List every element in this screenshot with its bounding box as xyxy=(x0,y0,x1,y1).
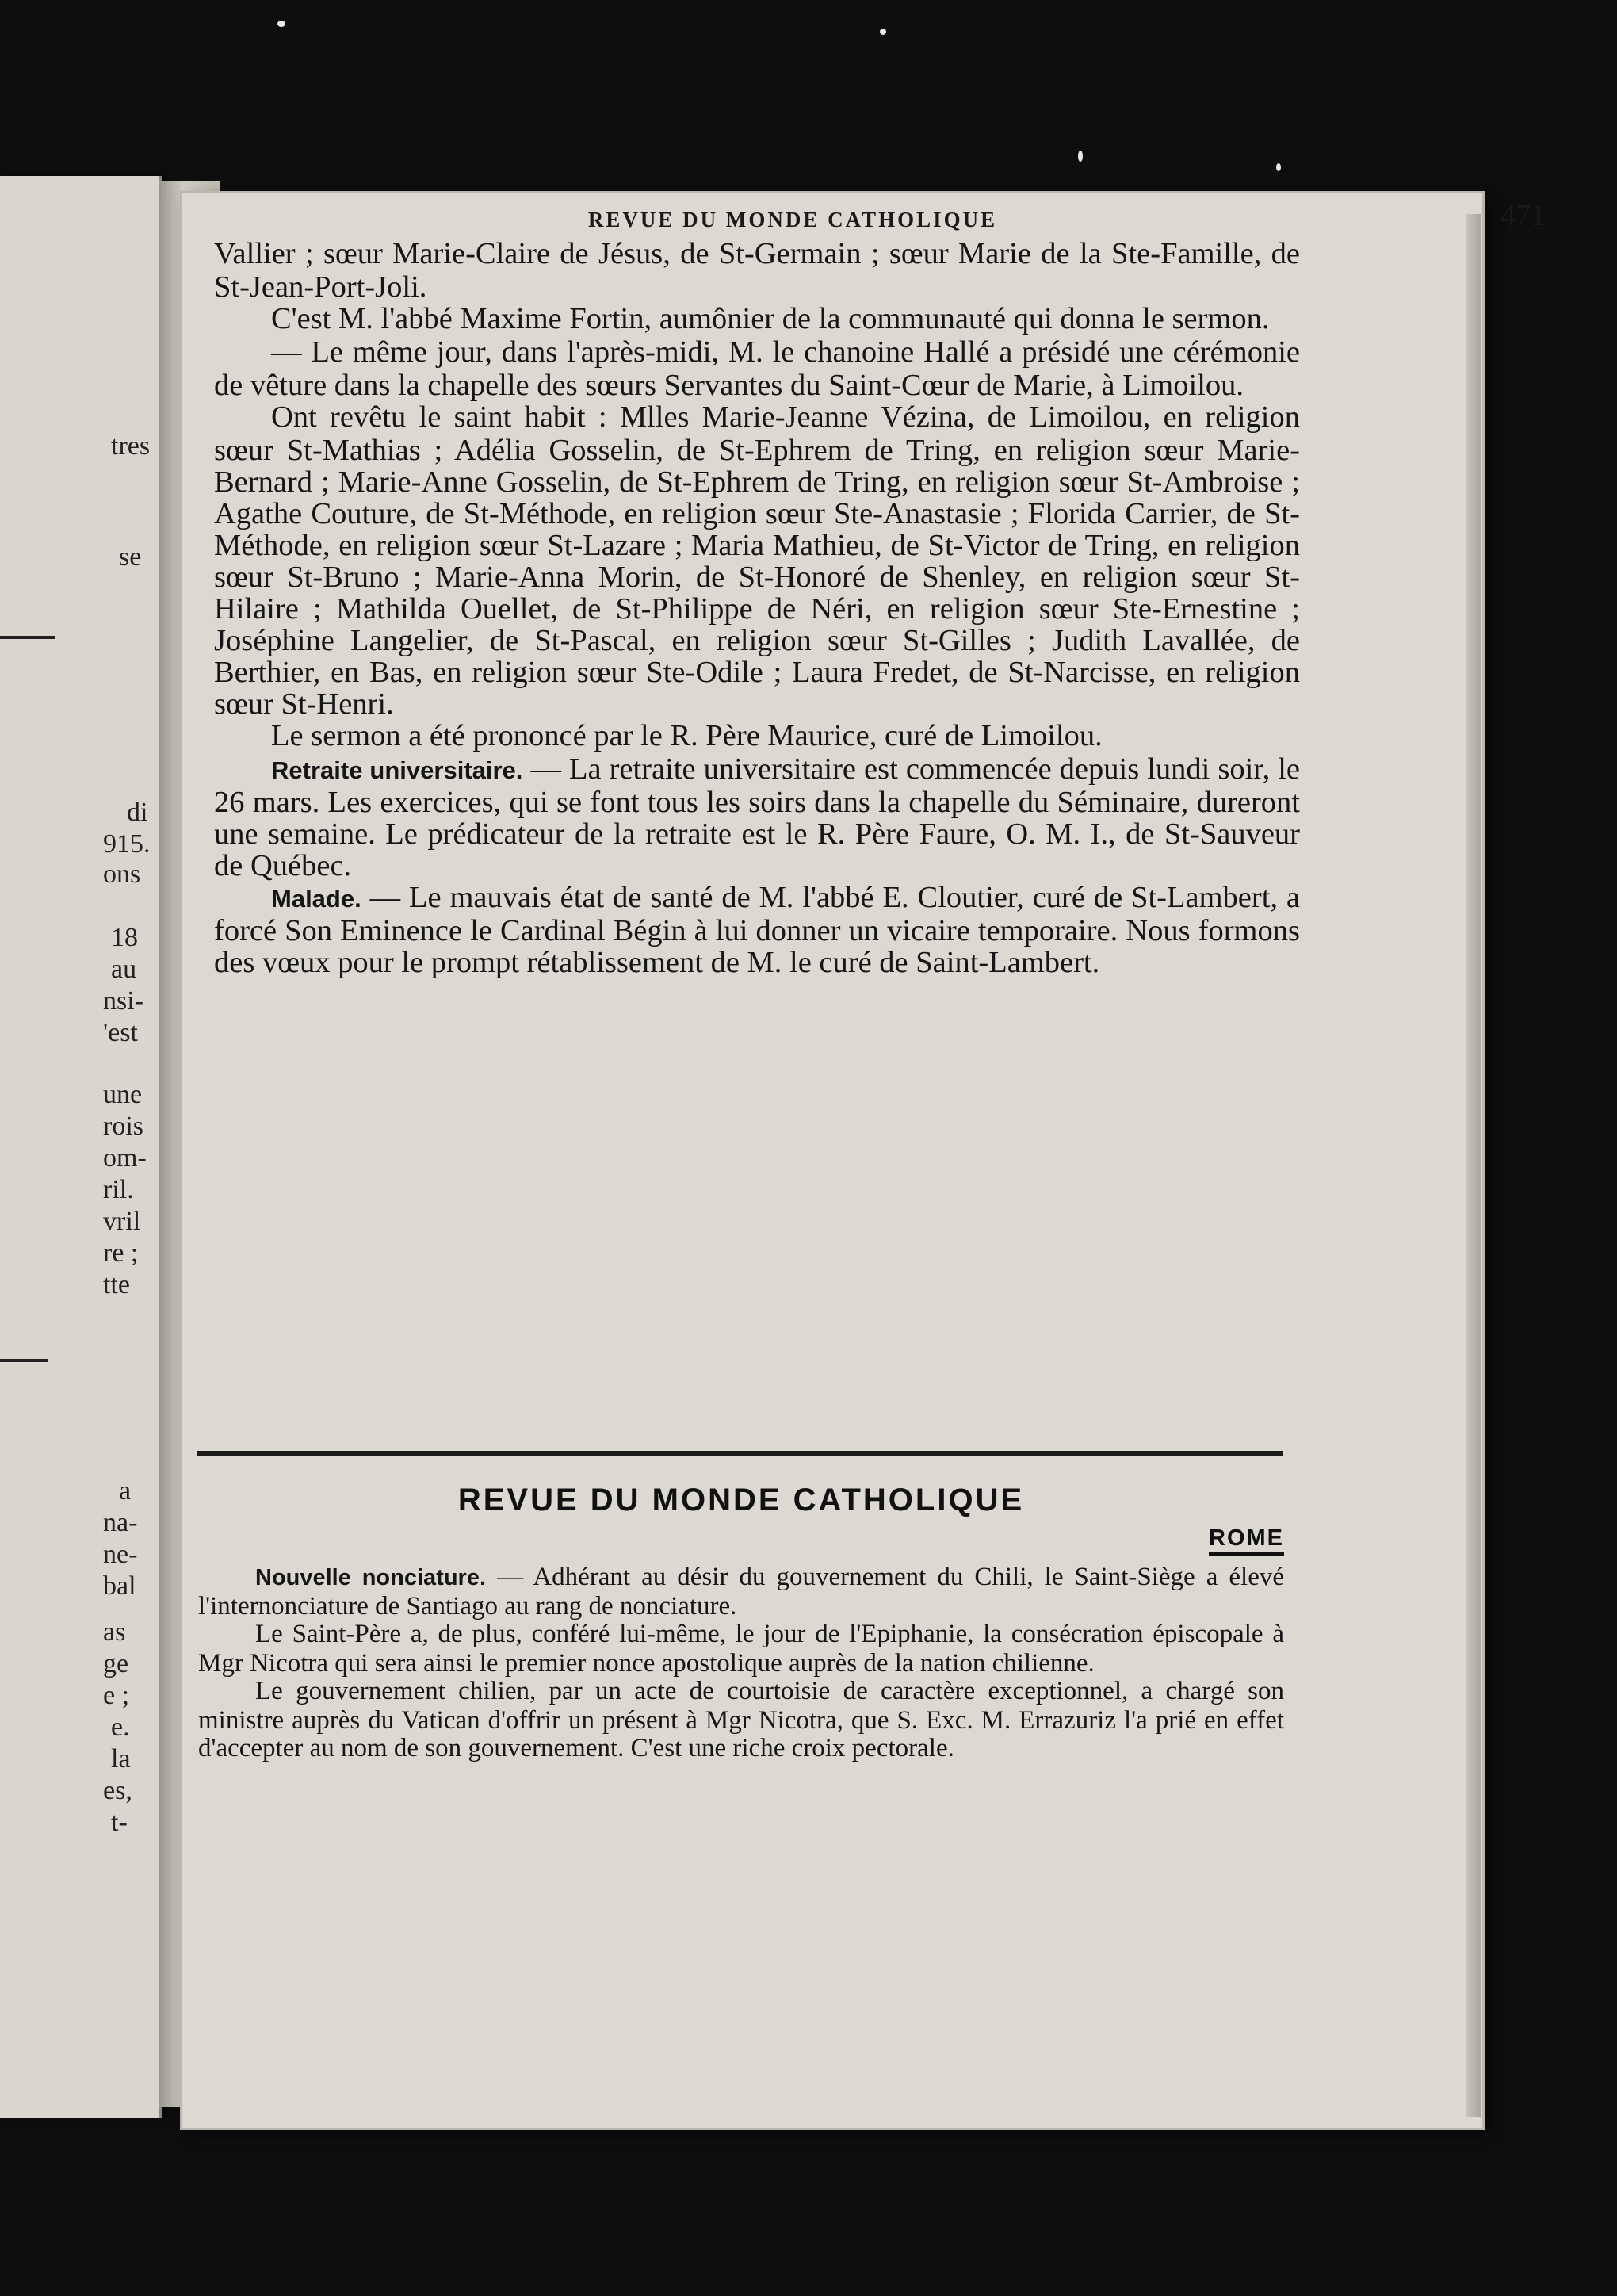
section-title: REVUE DU MONDE CATHOLIQUE xyxy=(457,1483,1025,1517)
left-page-line: e ; xyxy=(103,1681,130,1710)
section-divider xyxy=(197,1451,1283,1456)
left-page-line: au xyxy=(111,955,137,984)
article-body xyxy=(214,238,1300,978)
paragraph xyxy=(198,1678,1284,1763)
left-page-line: bal xyxy=(103,1571,136,1601)
paragraph xyxy=(198,1621,1284,1678)
left-page-line: ril. xyxy=(103,1175,134,1204)
paragraph-text: Le Saint-Père a, de plus, conféré lui-même, le jour de l'Epiphanie, la consécration épiscopale à Mgr Nicotra qui sera ainsi le premier nonce apostolique auprès de la nation chilienne. xyxy=(198,1620,1284,1678)
paragraph-text: — Le même jour, dans l'après-midi, M. le chanoine Hallé a présidé une cérémonie de vêture dans la chapelle des sœurs Servantes du Saint-Cœur de Marie, à Limoilou. xyxy=(214,335,1300,402)
left-page-line: la xyxy=(111,1744,131,1774)
left-page-line: se xyxy=(119,542,142,572)
paragraph-lead: Nouvelle nonciature. xyxy=(255,1565,487,1590)
paragraph xyxy=(214,336,1300,401)
left-page-line: na- xyxy=(103,1508,138,1537)
left-page-line: ons xyxy=(103,859,141,889)
left-page-line: 18 xyxy=(111,923,138,952)
left-page-line: tte xyxy=(103,1270,130,1299)
left-page-line: une xyxy=(103,1080,143,1109)
film-speck xyxy=(1276,163,1281,171)
paragraph-text: — Le mauvais état de santé de M. l'abbé E. Cloutier, curé de St-Lambert, a forcé Son Eminence le Cardinal Bégin à lui donner un vicaire temporaire. Nous formons des vœux pour le prompt rétablissement de M. le curé de Saint-Lambert. xyxy=(214,881,1300,979)
paragraph xyxy=(198,1563,1284,1621)
paragraph-text: Le gouvernement chilien, par un acte de courtoisie de caractère exceptionnel, a chargé son ministre auprès du Vatican d'offrir un présent à Mgr Nicotra, que S. Exc. M. Errazuriz l'a prié en effet d'accepter au nom de son gouvernement. C'est une riche croix pectorale. xyxy=(198,1677,1284,1762)
left-page-line: re ; xyxy=(103,1238,139,1268)
running-head: REVUE DU MONDE CATHOLIQUE xyxy=(587,208,998,232)
section-body xyxy=(198,1563,1284,1763)
left-page-line: t- xyxy=(111,1808,128,1837)
film-speck xyxy=(277,21,285,27)
left-page-rule xyxy=(0,636,55,639)
left-page-rule xyxy=(0,1359,48,1362)
left-page-line: di xyxy=(127,798,148,827)
paragraph xyxy=(214,238,1300,303)
paragraph-text: Vallier ; sœur Marie-Claire de Jésus, de St-Germain ; sœur Marie de la Ste-Famille, de St-Jean-Port-Joli. xyxy=(214,237,1300,304)
paragraph-text: — La retraite universitaire est commencée depuis lundi soir, le 26 mars. Les exercices, qui se font tous les soirs dans la chapelle du Séminaire, dureront une semaine. Le prédicateur de la retraite est le R. Père Faure, O. M. I., de St-Sauveur de Québec. xyxy=(214,752,1300,882)
film-speck xyxy=(1078,151,1083,162)
paragraph xyxy=(214,753,1300,882)
left-page-line: 'est xyxy=(103,1018,138,1047)
left-page-line: a xyxy=(119,1476,132,1506)
paragraph xyxy=(214,882,1300,978)
paragraph-lead: Malade. xyxy=(271,885,361,913)
page-edge xyxy=(1466,214,1481,2117)
left-page-line: nsi- xyxy=(103,986,143,1016)
left-page-line: 915. xyxy=(103,829,151,859)
left-page-line: e. xyxy=(111,1712,130,1742)
page-number: 471 xyxy=(1500,199,1546,232)
left-page-line: ne- xyxy=(103,1540,138,1569)
left-page-line: om- xyxy=(103,1143,147,1173)
paragraph xyxy=(214,303,1300,336)
subsection-heading: ROME xyxy=(1209,1525,1284,1556)
paragraph-lead: Retraite universitaire. xyxy=(271,756,523,784)
left-facing-page xyxy=(0,176,162,2118)
left-page-line: es, xyxy=(103,1776,132,1805)
paragraph-text: C'est M. l'abbé Maxime Fortin, aumônier de la communauté qui donna le sermon. xyxy=(271,302,1270,335)
paragraph-text: — Adhérant au désir du gouvernement du Chili, le Saint-Siège a élevé l'internonciature de Santiago au rang de nonciature. xyxy=(198,1563,1284,1621)
paragraph xyxy=(214,720,1300,753)
left-page-line: rois xyxy=(103,1112,143,1141)
left-page-line: tres xyxy=(111,431,151,461)
left-page-line: vril xyxy=(103,1207,141,1236)
paragraph xyxy=(214,401,1300,720)
left-page-line: as xyxy=(103,1617,126,1647)
paragraph-text: Le sermon a été prononcé par le R. Père Maurice, curé de Limoilou. xyxy=(271,719,1103,752)
film-speck xyxy=(880,29,886,35)
left-page-line: ge xyxy=(103,1649,129,1678)
paragraph-text: Ont revêtu le saint habit : Mlles Marie-Jeanne Vézina, de Limoilou, en religion sœur St-Mathias ; Adélia Gosselin, de St-Ephrem de Tring, en religion sœur Marie-Bernard ; Marie-Anne Gosselin, de St-Ephrem de Tring, en religion sœur St-Ambroise ; Agathe Couture, de St-Méthode, en religion sœur Ste-Anastasie ; Florida Carrier, de St-Méthode, en religion sœur St-Lazare ; Maria Mathieu, de St-Victor de Tring, en religion sœur St-Bruno ; Marie-Anna Morin, de St-Honoré de Shenley, en religion sœur St-Hilaire ; Mathilda Ouellet, de St-Philippe de Néri, en religion sœur Ste-Ernestine ; Joséphine Langelier, de St-Pascal, en religion sœur St-Gilles ; Judith Lavallée, de Berthier, en Bas, en religion sœur Ste-Odile ; Laura Fredet, de St-Narcisse, en religion sœur St-Henri. xyxy=(214,400,1300,721)
